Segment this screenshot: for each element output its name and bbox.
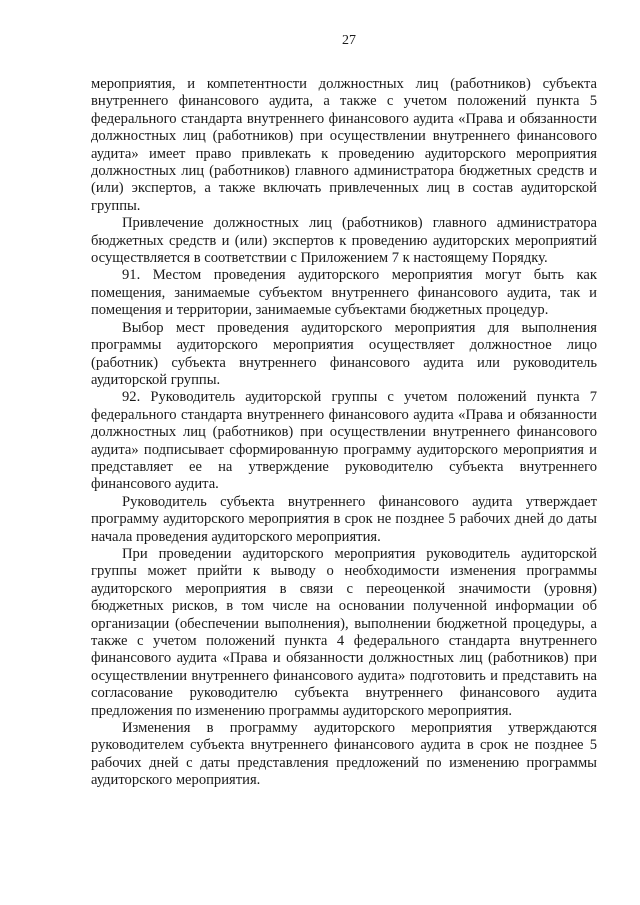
paragraph: Выбор мест проведения аудиторского мероприятия для выполнения программы аудиторского мероприятия осуществляет должностное лицо (работник) субъекта внутреннего финансового аудита или руководитель аудиторской группы. <box>91 319 597 388</box>
paragraph-item-92: 92. Руководитель аудиторской группы с учетом положений пункта 7 федерального стандарта внутреннего финансового аудита «Права и обязанности должностных лиц (работников) при осуществлении внутреннего финансового аудита» подписывает сформированную программу аудиторского мероприятия и представляет ее на утверждение руководителю субъекта внутреннего финансового аудита. <box>91 389 597 493</box>
paragraph: Привлечение должностных лиц (работников) главного администратора бюджетных средств и (или) экспертов к проведению аудиторских мероприятий осуществляется в соответствии с Приложением 7 к настоящему Порядку. <box>91 215 597 267</box>
paragraph: Руководитель субъекта внутреннего финансового аудита утверждает программу аудиторского мероприятия в срок не позднее 5 рабочих дней до даты начала проведения аудиторского мероприятия. <box>91 493 597 545</box>
paragraph: Изменения в программу аудиторского мероприятия утверждаются руководителем субъекта внутреннего финансового аудита в срок не позднее 5 рабочих дней с даты представления предложений по изменению программы аудиторского мероприятия. <box>91 720 597 789</box>
paragraph-item-91: 91. Местом проведения аудиторского мероприятия могут быть как помещения, занимаемые субъектом внутреннего финансового аудита, так и помещения и территории, занимаемые субъектами бюджетных процедур. <box>91 267 597 319</box>
paragraph-continuation: мероприятия, и компетентности должностных лиц (работников) субъекта внутреннего финансового аудита, а также с учетом положений пункта 5 федерального стандарта внутреннего финансового аудита «Права и обязанности должностных лиц (работников) при осуществлении внутреннего финансового аудита» имеет право привлекать к проведению аудиторского мероприятия должностных лиц (работников) главного администратора бюджетных средств и (или) экспертов, а также включать привлеченных лиц в состав аудиторской группы. <box>91 76 597 214</box>
paragraph: При проведении аудиторского мероприятия руководитель аудиторской группы может прийти к выводу о необходимости изменения программы аудиторского мероприятия в связи с переоценкой значимости (уровня) бюджетных рисков, в том числе на основании полученной информации об организации (обеспечении выполнения), выполнении бюджетной процедуры, а также с учетом положений пункта 4 федерального стандарта внутреннего финансового аудита «Права и обязанности должностных лиц (работников) при осуществлении внутреннего финансового аудита» подготовить и представить на согласование руководителю субъекта внутреннего финансового аудита предложения по изменению программы аудиторского мероприятия. <box>91 545 597 719</box>
document-body <box>91 76 597 790</box>
page-number: 27 <box>342 33 356 48</box>
